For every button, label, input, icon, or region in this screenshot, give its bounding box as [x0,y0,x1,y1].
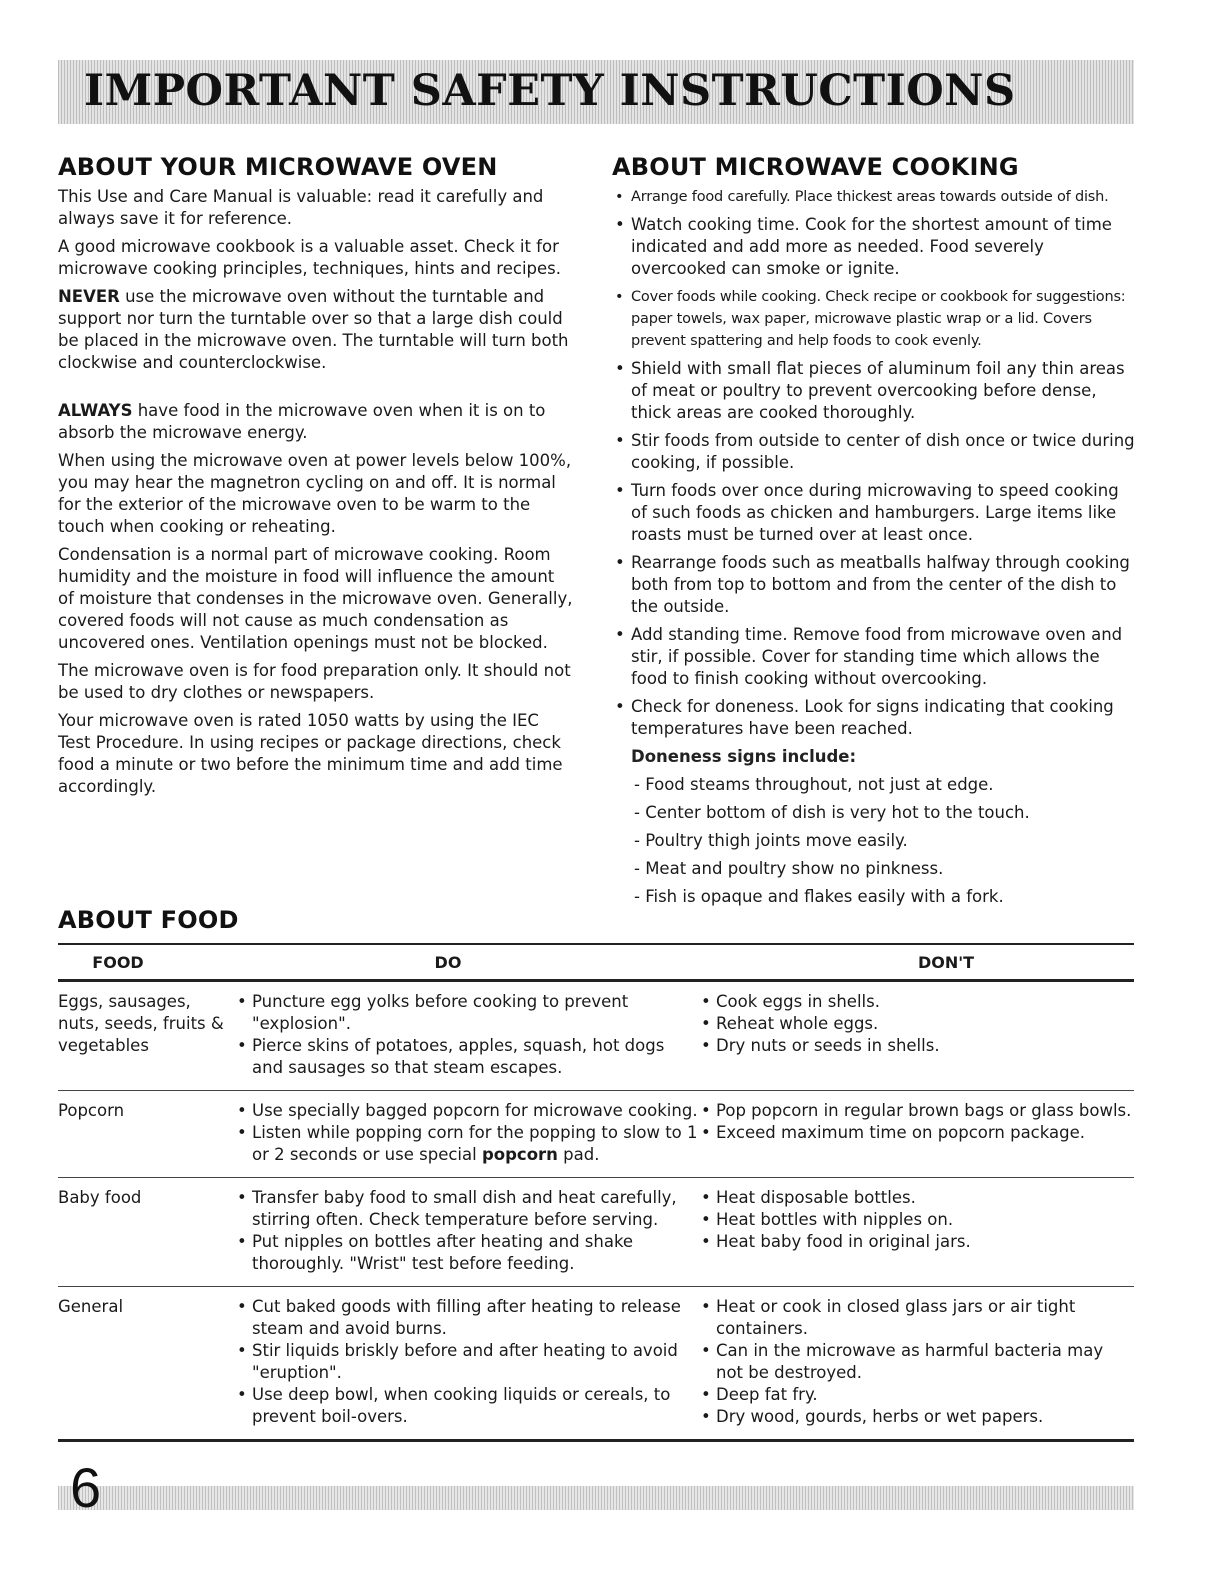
list-item: • Heat disposable bottles. [698,1187,1134,1209]
table-header [58,943,1134,982]
about-cooking-section [612,152,1137,914]
food-cell: General [58,1297,124,1316]
dont-cell [698,1296,1134,1428]
list-item: • Stir foods from outside to center of dish once or twice during cooking, if possible. [612,430,1137,474]
popcorn-pad-keyword: popcorn [481,1145,558,1164]
do-cell [234,991,698,1079]
list-item: - Meat and poultry show no pinkness. [634,859,944,878]
table-row [58,1091,1134,1178]
dont-cell [698,1187,1134,1275]
list-item: • Dry nuts or seeds in shells. [698,1035,1134,1057]
list-item: • Put nipples on bottles after heating and shake thoroughly. "Wrist" test before feeding. [234,1231,698,1275]
always-paragraph [58,400,573,444]
paragraph-text: have food in the microwave oven when it is on to absorb the microwave energy. [58,401,546,442]
page-number: 6 [70,1456,102,1519]
paragraph: Condensation is a normal part of microwave cooking. Room humidity and the moisture in food will influence the amount of moisture that condenses in the microwave oven. Generally, covered foods will not cause as much condensation as uncovered ones. Ventilation openings must not be blocked. [58,545,573,652]
food-cell: Eggs, sausages, nuts, seeds, fruits & vegetables [58,992,224,1055]
always-keyword: ALWAYS [58,401,133,420]
list-item: • Add standing time. Remove food from microwave oven and stir, if possible. Cover for standing time which allows the food to finish cooking without overcooking. [612,624,1137,690]
paragraph: A good microwave cookbook is a valuable asset. Check it for microwave cooking principles, techniques, hints and recipes. [58,237,561,278]
cooking-tips-list [612,186,1137,740]
list-item: • Heat baby food in original jars. [698,1231,1134,1253]
list-item: - Center bottom of dish is very hot to the touch. [634,803,1030,822]
about-oven-section [58,152,573,804]
list-item [234,1122,698,1166]
never-paragraph [58,286,573,374]
paragraph: The microwave oven is for food preparation only. It should not be used to dry clothes or newspapers. [58,661,571,702]
list-item: • Rearrange foods such as meatballs halfway through cooking both from top to bottom and from the center of the dish to the outside. [612,552,1137,618]
list-item: • Turn foods over once during microwaving to speed cooking of such foods as chicken and hamburgers. Large items like roasts must be turned over at least once. [612,480,1137,546]
list-item: • Dry wood, gourds, herbs or wet papers. [698,1406,1134,1428]
list-item-text: Listen while popping corn for the popping to slow to 1 or 2 seconds or use special [252,1123,698,1164]
list-item: - Poultry thigh joints move easily. [634,831,908,850]
list-item: • Cover foods while cooking. Check recipe or cookbook for suggestions: paper towels, wax paper, microwave plastic wrap or a lid. Covers prevent spattering and help foods to cook evenly. [612,286,1137,352]
table-row [58,1178,1134,1287]
list-item: - Food steams throughout, not just at edge. [634,775,994,794]
about-oven-heading: ABOUT YOUR MICROWAVE OVEN [58,153,498,181]
doneness-label: Doneness signs include: [631,747,857,766]
table-row [58,982,1134,1091]
list-item: • Stir liquids briskly before and after heating to avoid "eruption". [234,1340,698,1384]
title-banner [58,60,1134,124]
footer-bar [58,1486,1134,1510]
list-item: • Can in the microwave as harmful bacteria may not be destroyed. [698,1340,1134,1384]
list-item: • Heat bottles with nipples on. [698,1209,1134,1231]
do-cell [234,1100,698,1166]
table-row [58,1287,1134,1442]
list-item: • Arrange food carefully. Place thickest areas towards outside of dish. [612,186,1137,208]
list-item: • Heat or cook in closed glass jars or air tight containers. [698,1296,1134,1340]
list-item: • Watch cooking time. Cook for the shortest amount of time indicated and add more as needed. Food severely overcooked can smoke or ignite. [612,214,1137,280]
list-item: • Cook eggs in shells. [698,991,1134,1013]
list-item: • Use specially bagged popcorn for microwave cooking. [234,1100,698,1122]
list-item-tail: pad. [557,1145,600,1164]
never-keyword: NEVER [58,287,120,306]
column-header-dont: DON'T [917,953,975,972]
about-cooking-heading: ABOUT MICROWAVE COOKING [612,153,1019,181]
do-cell [234,1187,698,1275]
list-item: • Check for doneness. Look for signs indicating that cooking temperatures have been reached. [612,696,1137,740]
paragraph: Your microwave oven is rated 1050 watts by using the IEC Test Procedure. In using recipes or package directions, check food a minute or two before the minimum time and add time accordingly. [58,711,563,796]
list-item: • Pop popcorn in regular brown bags or glass bowls. [698,1100,1134,1122]
dont-cell [698,991,1134,1079]
food-cell: Baby food [58,1188,142,1207]
list-item: • Reheat whole eggs. [698,1013,1134,1035]
paragraph: This Use and Care Manual is valuable: read it carefully and always save it for reference. [58,187,544,228]
list-item: • Puncture egg yolks before cooking to prevent "explosion". [234,991,698,1035]
dont-cell [698,1100,1134,1166]
about-food-heading: ABOUT FOOD [58,906,239,934]
food-table [58,943,1134,1442]
doneness-list [612,774,1137,908]
paragraph-text: use the microwave oven without the turntable and support nor turn the turntable over so that a large dish could be placed in the microwave oven. The turntable will turn both clockwise and counterclockwise. [58,287,569,372]
column-header-do: DO [434,953,462,972]
list-item: • Cut baked goods with filling after heating to release steam and avoid burns. [234,1296,698,1340]
column-header-food: FOOD [92,953,144,972]
paragraph: When using the microwave oven at power levels below 100%, you may hear the magnetron cycling on and off. It is normal for the exterior of the microwave oven to be warm to the touch when cooking or reheating. [58,451,572,536]
list-item: • Use deep bowl, when cooking liquids or cereals, to prevent boil-overs. [234,1384,698,1428]
list-item: • Pierce skins of potatoes, apples, squash, hot dogs and sausages so that steam escapes. [234,1035,698,1079]
food-cell: Popcorn [58,1101,125,1120]
do-cell [234,1296,698,1428]
list-item: • Exceed maximum time on popcorn package. [698,1122,1134,1144]
list-item: • Shield with small flat pieces of aluminum foil any thin areas of meat or poultry to prevent overcooking before dense, thick areas are cooked thoroughly. [612,358,1137,424]
list-item: - Fish is opaque and flakes easily with a fork. [634,887,1004,906]
list-item: • Transfer baby food to small dish and heat carefully, stirring often. Check temperature before serving. [234,1187,698,1231]
page-title: IMPORTANT SAFETY INSTRUCTIONS [84,66,1016,116]
list-item: • Deep fat fry. [698,1384,1134,1406]
